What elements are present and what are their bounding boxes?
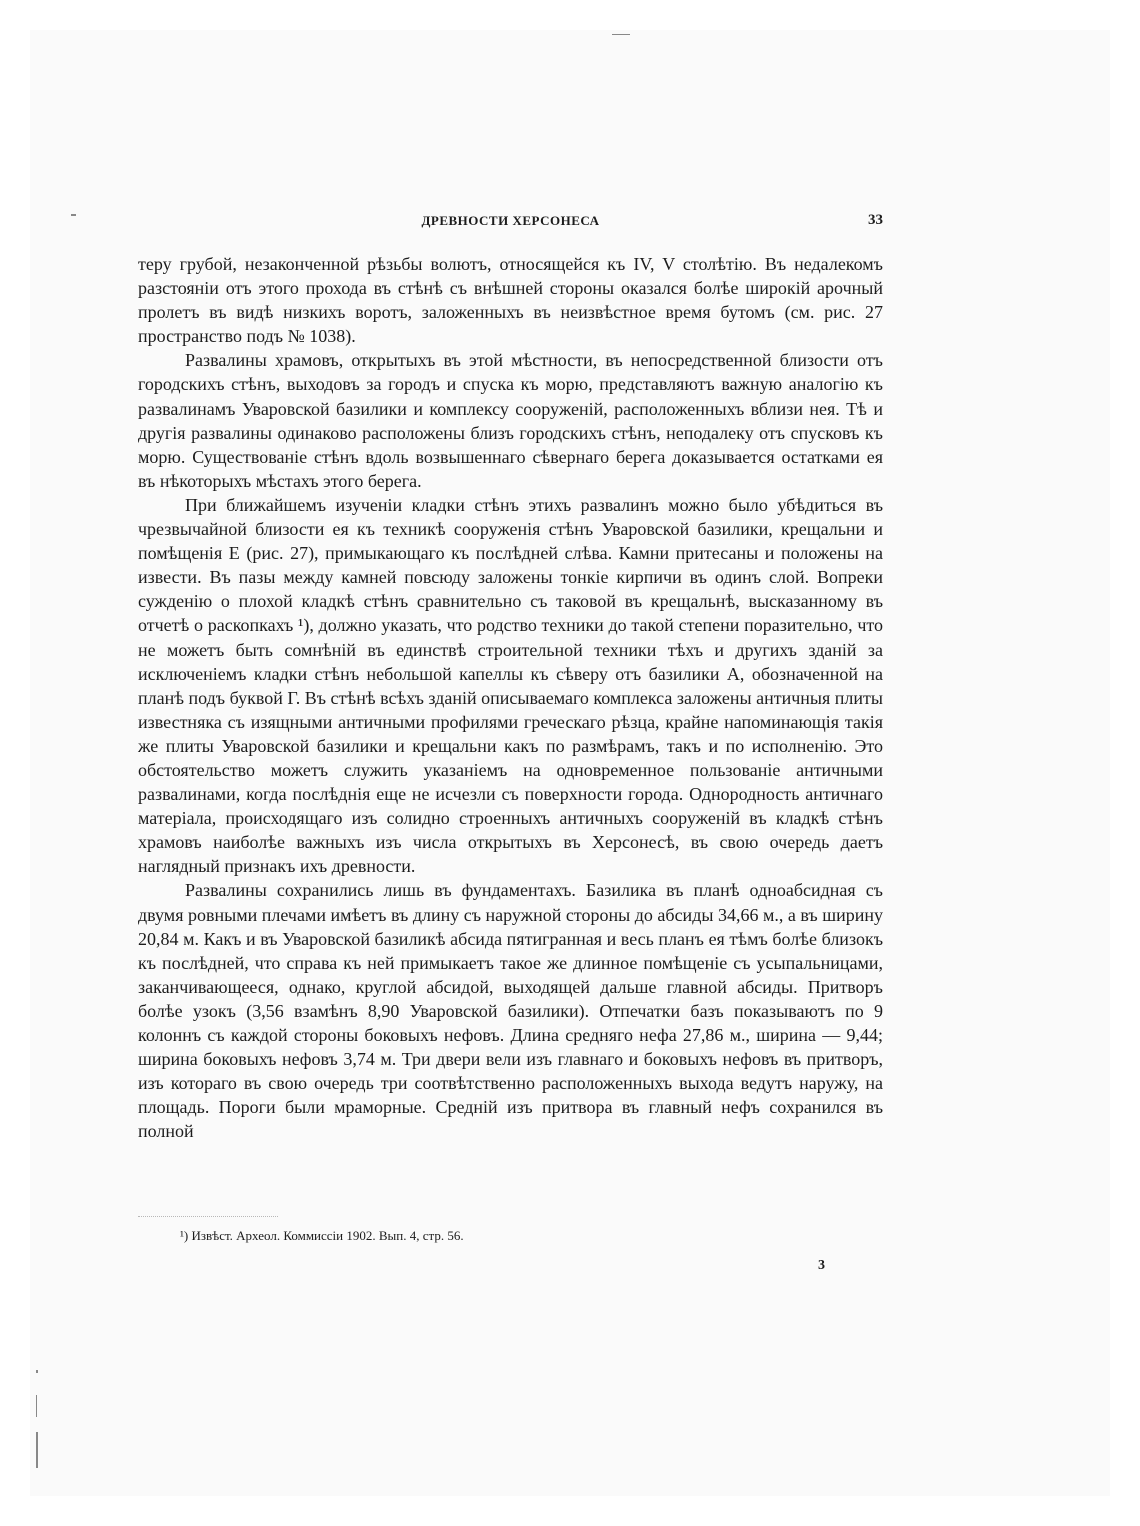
paragraph-3: При ближайшемъ изученіи кладки стѣнъ этихъ развалинъ можно было убѣдиться въ чрезвычайной близости ея къ техникѣ сооруженія стѣнъ Уваровской базилики, крещальни и помѣщенія E (рис. 27), примыкающаго къ послѣдней слѣва. Камни притесаны и положены на извести. Въ пазы между камней повсюду заложены тонкіе кирпичи въ одинъ слой. Вопреки сужденію о плохой кладкѣ стѣнъ сравнительно съ таковой въ крещальнѣ, высказанному въ отчетѣ о раскопкахъ ¹), должно указать, что родство техники до такой степени поразительно, что не можетъ быть сомнѣній въ единствѣ строительной техники тѣхъ и другихъ зданій за исключеніемъ кладки стѣнъ небольшой капеллы къ сѣверу отъ базилики A, обозначенной на планѣ подъ буквой Г. Въ стѣнѣ всѣхъ зданій описываемаго комплекса заложены античныя плиты известняка съ изящными античными профилями греческаго рѣзца, крайне напоминающія такія же плиты Уваровской базилики и крещальни какъ по размѣрамъ, такъ и по исполненію. Это обстоятельство можетъ служить указаніемъ на одновременное пользованіе античными развалинами, когда послѣднія еще не исчезли съ поверхности города. Однородность античнаго матеріала, происходящаго изъ солидно строенныхъ античныхъ сооруженій въ кладкѣ стѣнъ храмовъ наиболѣе важныхъ изъ числа открытыхъ въ Херсонесѣ, въ свою очередь даетъ наглядный признакъ ихъ древности.: [138, 494, 883, 877]
scan-speck: [612, 34, 630, 35]
scan-speck: [71, 214, 76, 216]
footnote: ¹) Извѣст. Археол. Коммиссіи 1902. Вып. 4, стр. 56.: [180, 1228, 464, 1243]
scan-speck: [36, 1395, 37, 1417]
scan-speck: [36, 1370, 38, 1373]
paragraph-1: теру грубой, незаконченной рѣзьбы волютъ, относящейся къ IV, V столѣтію. Въ недалекомъ разстояніи отъ этого прохода въ стѣнѣ съ внѣшней стороны оказался болѣе широкій арочный пролетъ въ видѣ низкихъ воротъ, заложенныхъ въ неизвѣстное время бутомъ (см. рис. 27 пространство подъ № 1038).: [138, 254, 883, 347]
signature-mark: 3: [818, 1258, 825, 1273]
scan-speck: [36, 1432, 38, 1468]
body-text: [138, 252, 883, 1143]
footnote-rule: [138, 1216, 278, 1217]
page-header: [138, 213, 883, 237]
paragraph-2: Развалины храмовъ, открытыхъ въ этой мѣстности, въ непосредственной близости отъ городскихъ стѣнъ, выходовъ за городъ и спуска къ морю, представляютъ важную аналогію къ развалинамъ Уваровской базилики и комплексу сооруженій, расположенныхъ вблизи нея. Тѣ и другія развалины одинаково расположены близъ городскихъ стѣнъ, неподалеку отъ спусковъ къ морю. Существованіе стѣнъ вдоль возвышеннаго сѣвернаго берега доказывается остатками ея въ нѣкоторыхъ мѣстахъ этого берега.: [138, 350, 883, 491]
running-title: ДРЕВНОСТИ ХЕРСОНЕСА: [421, 213, 600, 228]
paragraph-4: Развалины сохранились лишь въ фундаментахъ. Базилика въ планѣ одноабсидная съ двумя ровными плечами имѣетъ въ длину съ наружной стороны до абсиды 34,66 м., а въ ширину 20,84 м. Какъ и въ Уваровской базиликѣ абсида пятигранная и весь планъ ея тѣмъ болѣе близокъ къ послѣдней, что справа къ ней примыкаетъ такое же длинное помѣщеніе съ усыпальницами, заканчивающееся, однако, круглой абсидой, выходящей дальше главной абсиды. Притворъ болѣе узокъ (3,56 взамѣнъ 8,90 Уваровской базилики). Отпечатки базъ показываютъ по 9 колоннъ съ каждой стороны боковыхъ нефовъ. Длина средняго нефа 27,86 м., ширина — 9,44; ширина боковыхъ нефовъ 3,74 м. Три двери вели изъ главнаго и боковыхъ нефовъ въ притворъ, изъ котораго въ свою очередь три соотвѣтственно расположенныхъ выхода ведутъ наружу, на площадь. Пороги были мраморные. Средній изъ притвора въ главный нефъ сохранился въ полной: [138, 880, 883, 1142]
page-number: 33: [868, 212, 883, 228]
